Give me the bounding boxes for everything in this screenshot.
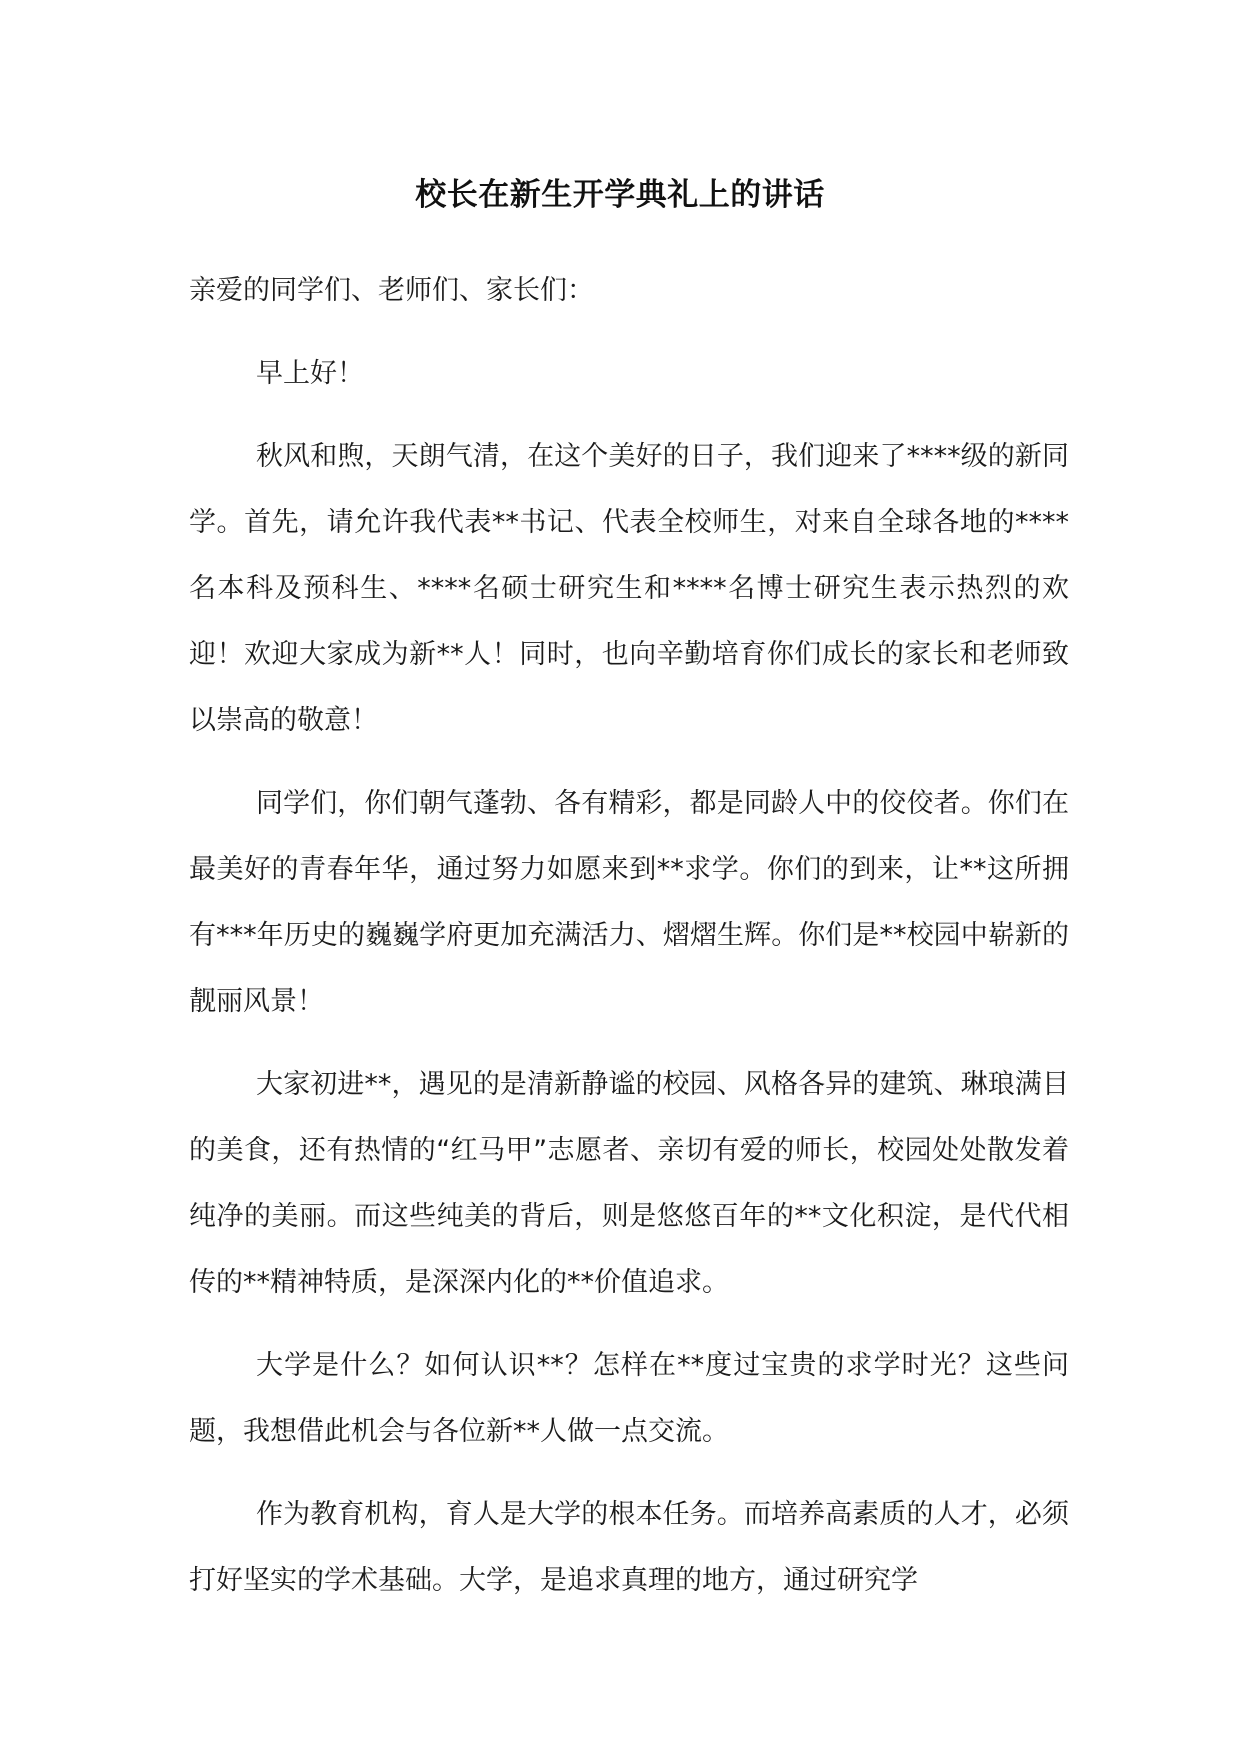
paragraph-welcome: 秋风和煦，天朗气清，在这个美好的日子，我们迎来了****级的新同学。首先，请允许我代表**书记、代表全校师生，对来自全球各地的****名本科及预科生、****名硕士研究生和****名博士研究生表示热烈的欢迎！欢迎大家成为新**人！同时，也向辛勤培育你们成长的家长和老师致以崇高的敬意！ [189, 441, 1069, 736]
paragraph-campus: 大家初进**，遇见的是清新静谧的校园、风格各异的建筑、琳琅满目的美食，还有热情的“红马甲”志愿者、亲切有爱的师长，校园处处散发着纯净的美丽。而这些纯美的背后，则是悠悠百年的**文化积淀，是代代相传的**精神特质，是深深内化的**价值追求。 [189, 1069, 1069, 1298]
document-body [189, 258, 1069, 1631]
paragraph-students: 同学们，你们朝气蓬勃、各有精彩，都是同龄人中的佼佼者。你们在最美好的青春年华，通过努力如愿来到**求学。你们的到来，让**这所拥有***年历史的巍巍学府更加充满活力、熠熠生辉。你们是**校园中崭新的靓丽风景！ [189, 788, 1069, 1017]
paragraph-education: 作为教育机构，育人是大学的根本任务。而培养高素质的人才，必须打好坚实的学术基础。大学，是追求真理的地方，通过研究学 [189, 1499, 1069, 1596]
salutation: 亲爱的同学们、老师们、家长们： [189, 275, 594, 306]
document-title: 校长在新生开学典礼上的讲话 [415, 177, 825, 213]
paragraph-questions: 大学是什么？如何认识**？怎样在**度过宝贵的求学时光？这些问题，我想借此机会与各位新**人做一点交流。 [189, 1350, 1069, 1447]
paragraph-greeting: 早上好！ [256, 358, 364, 389]
